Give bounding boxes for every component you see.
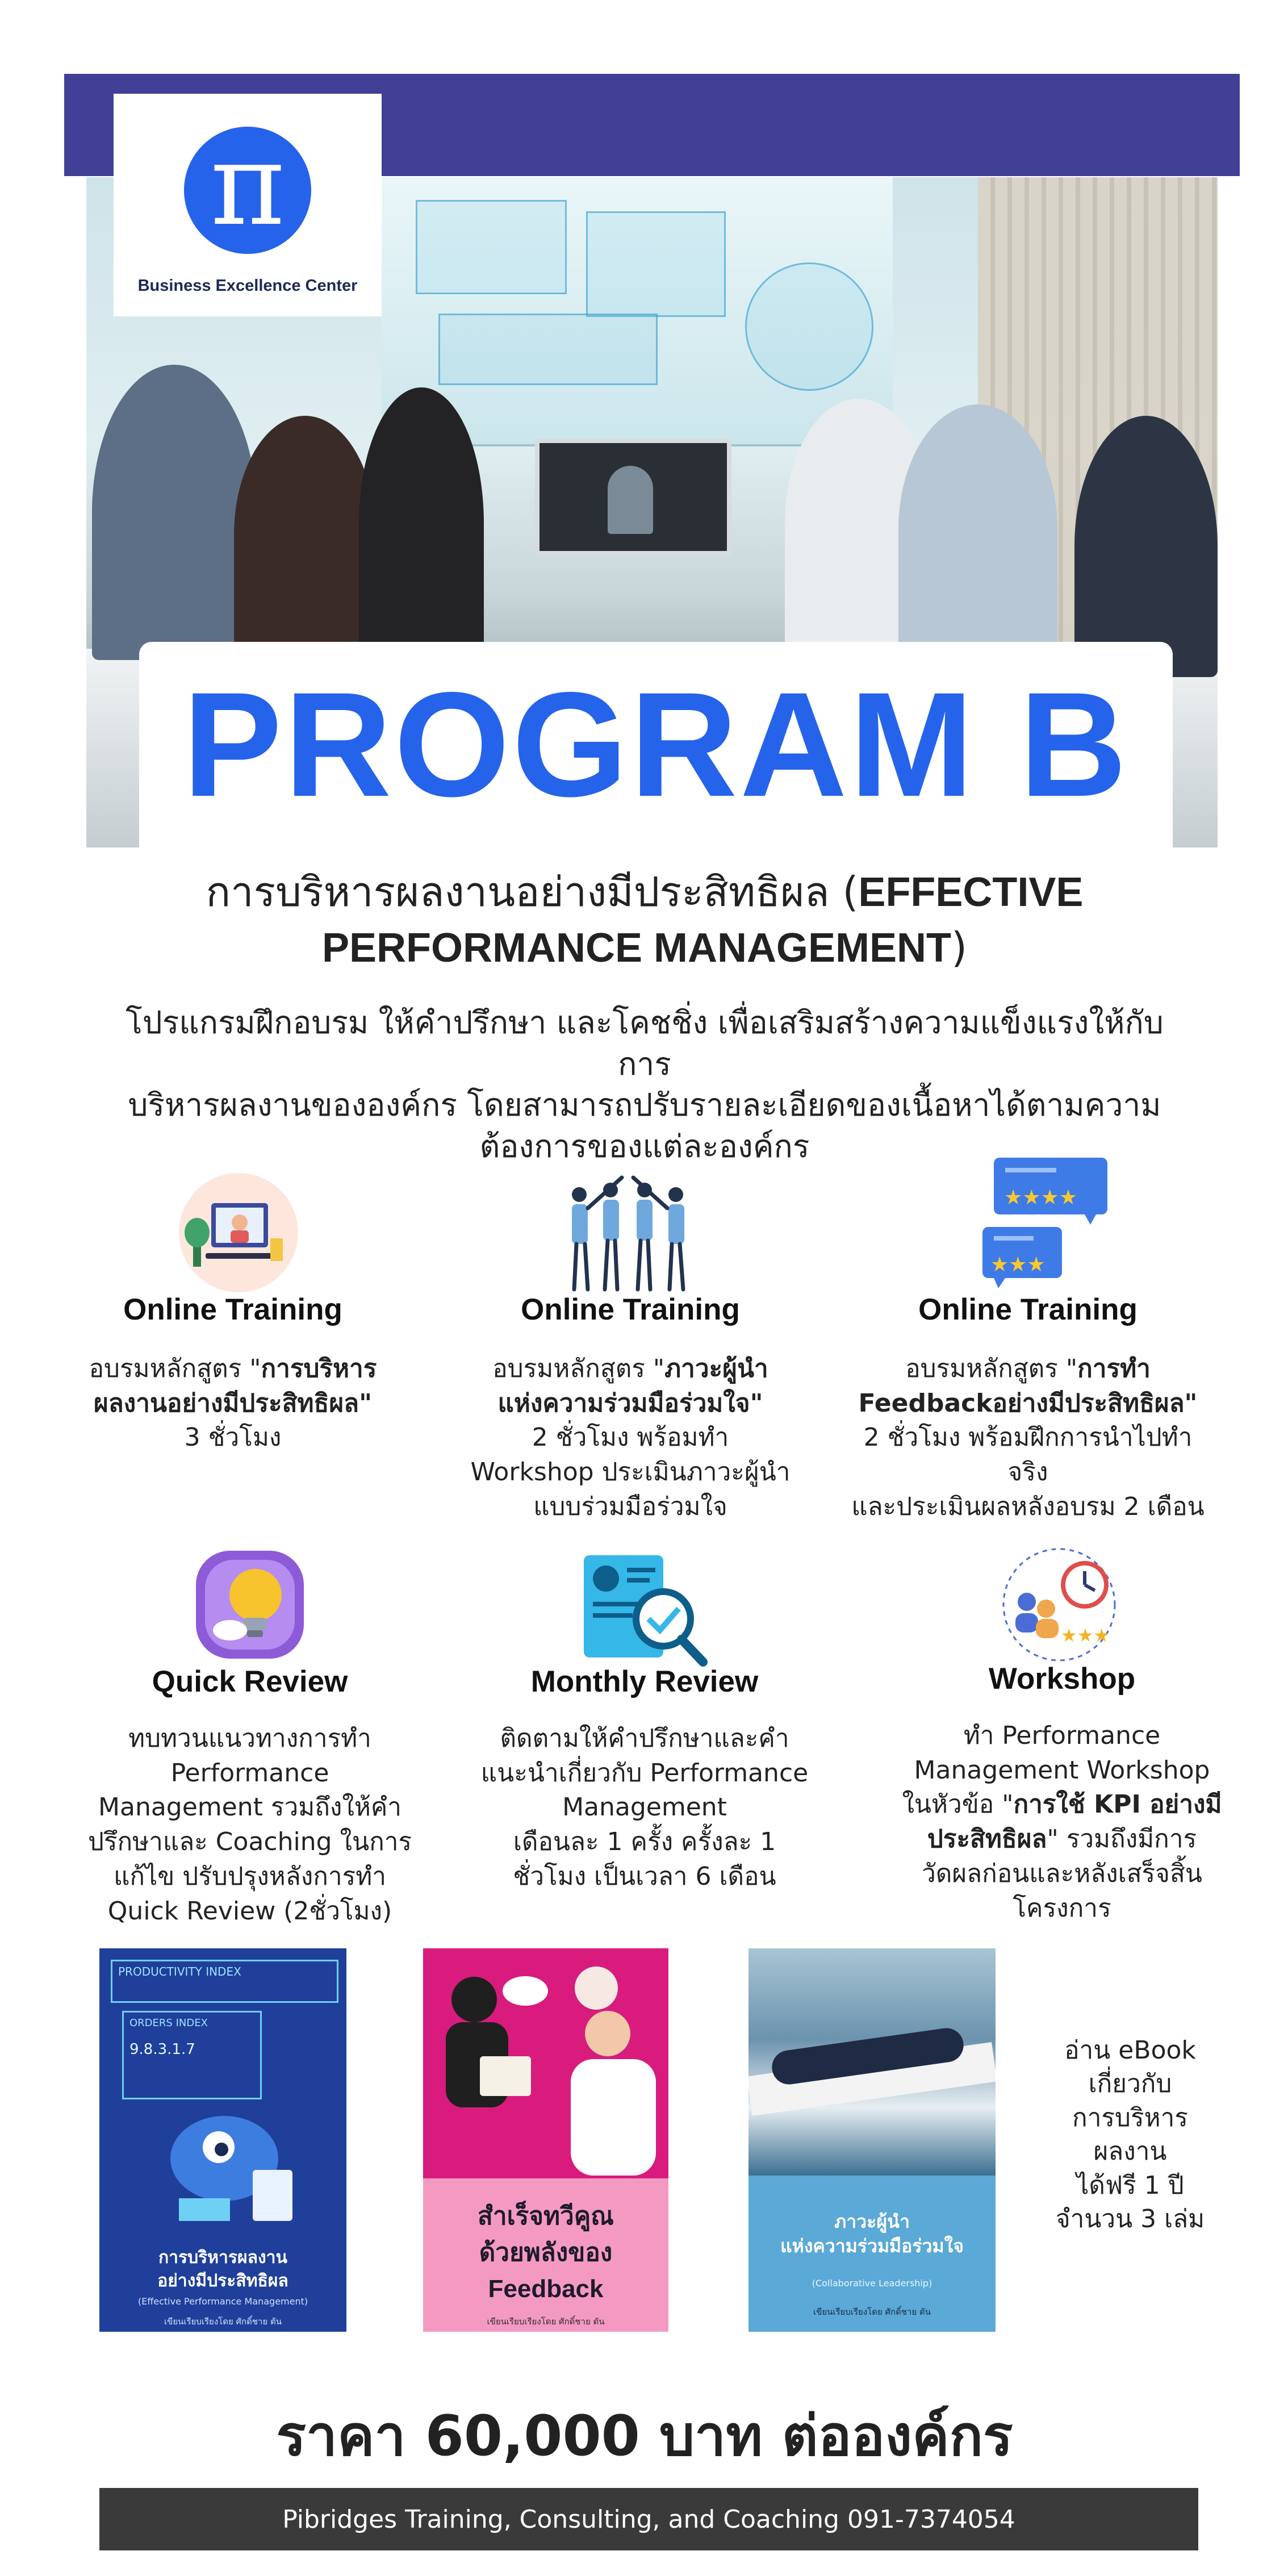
book-subtitle: (Collaborative Leadership) — [812, 2278, 932, 2289]
video-monitor-icon — [535, 439, 731, 556]
team-highfive-icon — [554, 1173, 701, 1295]
service-title: Quick Review — [152, 1665, 348, 1698]
logo-text: Business Excellence Center — [137, 277, 358, 295]
book-author: เขียนเรียบเรียงโดย ศักดิ์ชาย ตัน — [813, 2307, 931, 2317]
subtitle-close: ) — [951, 924, 968, 972]
person-3 — [359, 387, 484, 660]
service-description: ทบทวนแนวทางการทำ Performance Management รวมถึงให้คำ ปรึกษาและ Coaching ในการ แก้ไข ปรับปรุงหลังการทำ Quick Review (2ชั่วโมง) — [87, 1724, 412, 1926]
book-screen-header: PRODUCTIVITY INDEX — [111, 1960, 338, 2003]
footer-text: Pibridges Training, Consulting, and Coaching 091-7374054 — [282, 2504, 1015, 2534]
lightbulb-idea-icon — [190, 1545, 310, 1664]
service-description: ทำ Performance Management Workshop ในหัวข้อ "การใช้ KPI อย่างมี ประสิทธิผล" รวมถึงมีการ วัดผลก่อนและหลังเสร็จสิ้น โครงการ — [902, 1721, 1222, 1923]
ebook-cover-feedback[interactable] — [423, 1948, 668, 2332]
ebook-note: อ่าน eBook เกี่ยวกับ การบริหาร ผลงาน ได้ฟรี 1 ปี จำนวน 3 เล่ม — [1055, 2036, 1205, 2233]
pi-logo-icon: π — [184, 127, 311, 254]
program-intro — [114, 1002, 1176, 1167]
person-2 — [234, 416, 376, 654]
book-conversation-icon — [423, 1948, 668, 2176]
holo-chart-icon — [586, 211, 726, 317]
book-author: เขียนเรียบเรียงโดย ศักดิ์ชาย ตัน — [164, 2316, 282, 2327]
holo-gauge-icon — [745, 262, 873, 391]
intro-line: ต้องการของแต่ละองค์กร — [479, 1128, 810, 1164]
service-card-quick-review — [80, 1664, 420, 1928]
service-card-workshop — [892, 1661, 1232, 1926]
holo-panel-icon — [416, 200, 567, 294]
book-subtitle: (Effective Performance Management) — [137, 2296, 308, 2307]
ebook-cover-performance[interactable] — [99, 1948, 346, 2332]
service-description: อบรมหลักสูตร "การบริหาร ผลงานอย่างมีประสิทธิผล" 3 ชั่วโมง — [89, 1354, 377, 1452]
service-card-online-training-2 — [460, 1292, 801, 1525]
svg-text:★★★: ★★★ — [990, 1253, 1046, 1276]
service-description: อบรมหลักสูตร "การทำ Feedbackอย่างมีประสิทธิผล" 2 ชั่วโมง พร้อมฝึกการนำไปทำจริง และประเมินผลหลังอบรม 2 เดือน — [851, 1354, 1205, 1521]
ebook-cover-leadership[interactable] — [748, 1948, 996, 2332]
logo — [114, 94, 382, 316]
intro-line: บริหารผลงานขององค์กร โดยสามารถปรับรายละเอียดของเนื้อหาได้ตามความ — [128, 1087, 1161, 1124]
service-description: ติดตามให้คำปรึกษาและคำ แนะนำเกี่ยวกับ Performance Management เดือนละ 1 ครั้ง ครั้งละ 1 ชั่วโมง เป็นเวลา 6 เดือน — [480, 1724, 809, 1891]
holo-bars-icon — [438, 314, 658, 385]
book-character-icon — [133, 2090, 315, 2232]
service-card-online-training-3 — [846, 1292, 1210, 1525]
service-card-monthly-review — [474, 1664, 815, 1894]
footer-contact-bar — [99, 2488, 1198, 2550]
report-magnifier-icon — [579, 1551, 710, 1670]
online-training-laptop-icon — [170, 1170, 307, 1295]
book-author: เขียนเรียบเรียงโดย ศักดิ์ชาย ตัน — [487, 2316, 605, 2327]
svg-text:★★★★: ★★★★ — [1004, 1186, 1078, 1209]
service-card-online-training-1 — [62, 1292, 403, 1455]
book-title: ภาวะผู้นำ แห่งความร่วมมือร่วมใจ — [780, 2211, 964, 2257]
service-title: Monthly Review — [530, 1665, 759, 1698]
price-label: ราคา 60,000 บาท ต่อองค์กร — [276, 2404, 1013, 2469]
intro-line: โปรแกรมฝึกอบรม ให้คำปรึกษา และโคชชิ่ง เพื่อเสริมสร้างความแข็งแรงให้กับการ — [126, 1004, 1164, 1082]
rating-feedback-icon — [977, 1153, 1113, 1289]
book-title: การบริหารผลงาน อย่างมีประสิทธิผล — [157, 2248, 288, 2291]
program-subtitle — [114, 865, 1176, 976]
service-title: Workshop — [988, 1662, 1136, 1696]
workshop-team-clock-icon — [1000, 1545, 1119, 1664]
book-title: สำเร็จทวีคูณ ด้วยพลังของ Feedback — [478, 2202, 614, 2303]
book-rowing-photo — [748, 1948, 996, 2176]
person-5 — [898, 404, 1057, 654]
svg-text:★★★: ★★★ — [1061, 1625, 1110, 1646]
book-screen-orders: ORDERS INDEX 9.8.3.1.7 — [122, 2011, 262, 2099]
service-title: Online Training — [918, 1293, 1138, 1326]
service-title: Online Training — [521, 1293, 740, 1326]
person-1 — [92, 365, 257, 660]
title-card — [139, 642, 1173, 847]
person-6 — [1074, 416, 1218, 677]
page-title: PROGRAM B — [182, 661, 1130, 828]
subtitle-english: EFFECTIVE PERFORMANCE MANAGEMENT — [321, 870, 1084, 971]
service-description: อบรมหลักสูตร "ภาวะผู้นำ แห่งความร่วมมือร่วมใจ" 2 ชั่วโมง พร้อมทำ Workshop ประเมินภาวะผู้นำ แบบร่วมมือร่วมใจ — [470, 1354, 791, 1521]
subtitle-thai: การบริหารผลงานอย่างมีประสิทธิผล ( — [206, 868, 859, 916]
service-title: Online Training — [123, 1293, 342, 1326]
